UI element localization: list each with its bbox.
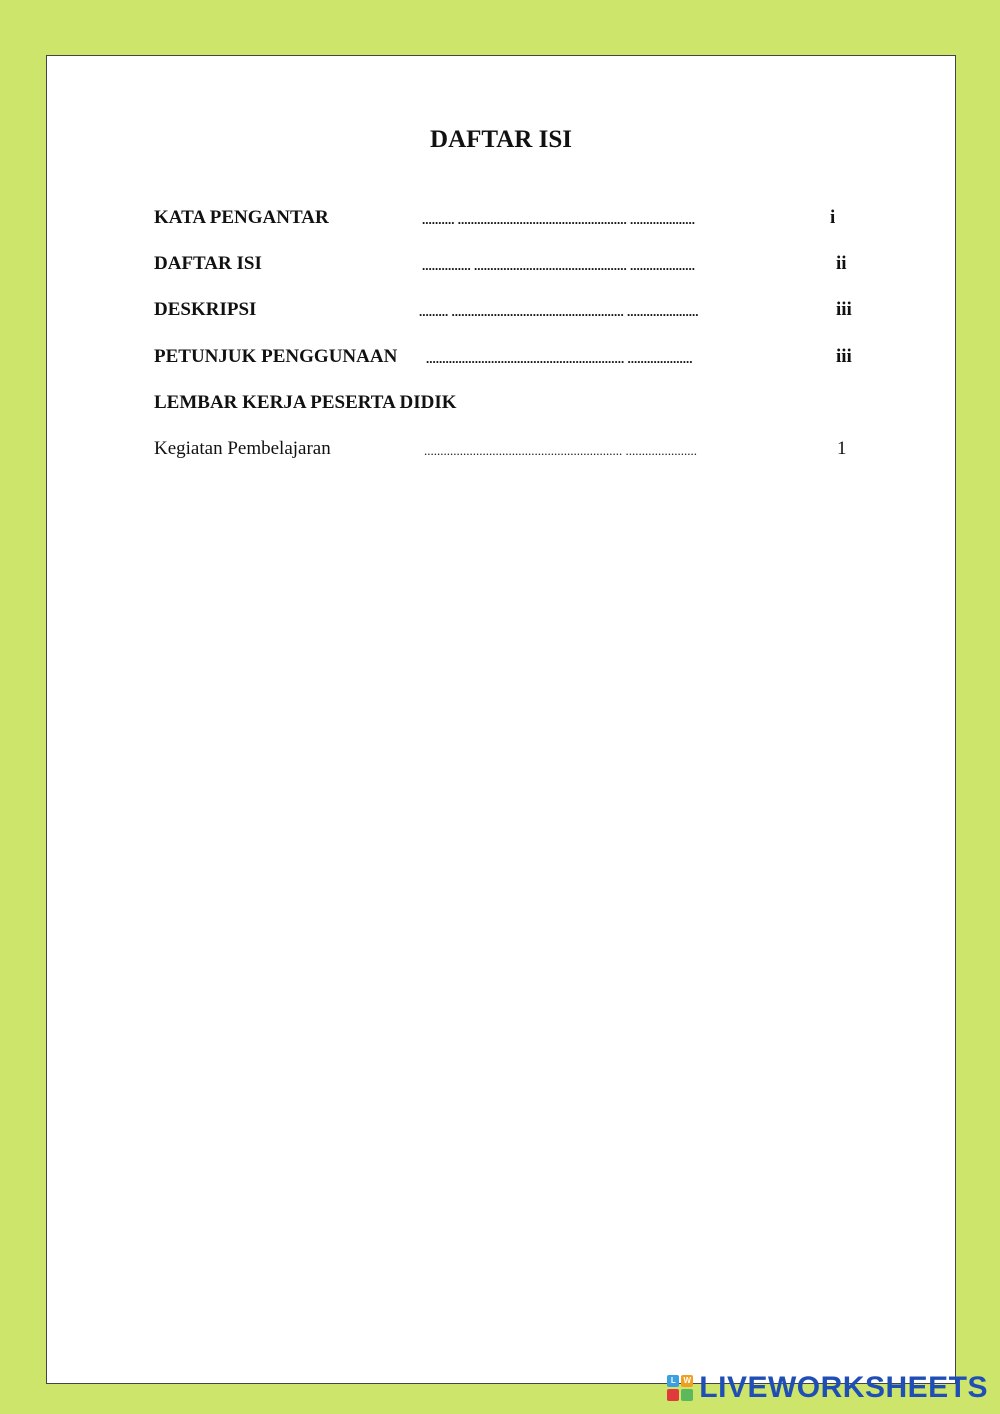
logo-tile: W xyxy=(681,1375,693,1387)
watermark-text: LIVEWORKSHEETS xyxy=(699,1371,988,1404)
logo-tile: L xyxy=(667,1375,679,1387)
toc-entry-label: LEMBAR KERJA PESERTA DIDIK xyxy=(154,392,457,413)
toc-entry-dots: ......... ..................................................... ...................... xyxy=(419,304,699,319)
toc-entry-page: iii xyxy=(836,299,852,320)
liveworksheets-logo-icon xyxy=(667,1375,693,1401)
logo-tile xyxy=(681,1389,693,1401)
toc-entry-page: 1 xyxy=(837,438,847,459)
toc-entry-dots: ............................................................. .................... xyxy=(426,351,693,366)
liveworksheets-watermark xyxy=(667,1370,988,1406)
toc-entry-page: i xyxy=(830,207,836,228)
logo-tile xyxy=(667,1389,679,1401)
document-page xyxy=(46,55,956,1384)
page-title: DAFTAR ISI xyxy=(430,126,572,153)
toc-entry-dots: ............................................................. ...................... xyxy=(424,443,697,458)
toc-entry-label: PETUNJUK PENGGUNAAN xyxy=(154,346,398,367)
toc-entry-dots: .......... .................................................... .................... xyxy=(422,212,695,227)
toc-entry-page: iii xyxy=(836,346,852,367)
toc-entry-page: ii xyxy=(836,253,847,274)
toc-entry-dots: ............... ............................................... .................... xyxy=(422,258,695,273)
toc-entry-label: DAFTAR ISI xyxy=(154,253,262,274)
toc-entry-label: KATA PENGANTAR xyxy=(154,207,329,228)
toc-entry-label: Kegiatan Pembelajaran xyxy=(154,438,331,459)
toc-entry-label: DESKRIPSI xyxy=(154,299,257,320)
